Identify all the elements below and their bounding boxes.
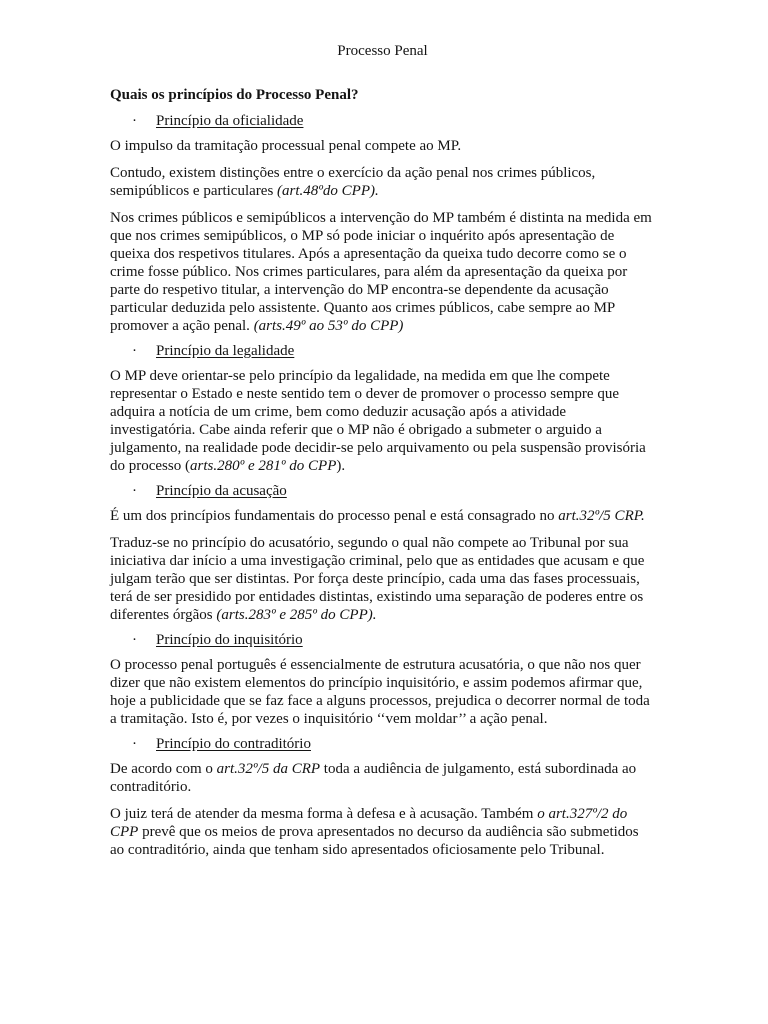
bullet-dot: · xyxy=(132,632,137,648)
citation-text: arts.280º e 281º do CPP xyxy=(189,458,337,474)
paragraph-text: O juiz terá de atender da mesma forma à defesa e à acusação. Também xyxy=(110,806,538,822)
body-paragraph xyxy=(110,209,655,335)
section-heading: Princípio da legalidade xyxy=(156,343,295,359)
document-page xyxy=(110,40,655,859)
section-bullet-heading xyxy=(110,734,655,754)
body-paragraph xyxy=(110,760,655,796)
citation-text: (art.48ºdo CPP). xyxy=(277,183,379,199)
body-paragraph xyxy=(110,534,655,624)
section-bullet-heading xyxy=(110,341,655,361)
section-heading: Princípio do inquisitório xyxy=(156,632,303,648)
paragraph-text: O processo penal português é essencialmente de estrutura acusatória, o que não nos quer dizer que não existem elementos do princípio inquisitório, e assim podemos afirmar que, hoje a publicidade que se faz face a alguns processos, prejudica o decorrer normal de toda a tramitação. Isto é, por vezes o inquisitório ‘‘vem moldar’’ a ação penal. xyxy=(110,657,650,727)
body-paragraph xyxy=(110,367,655,475)
citation-text: o art.327º/2 do CPP xyxy=(110,806,628,840)
bullet-dot: · xyxy=(132,483,137,499)
section-heading: Princípio da oficialidade xyxy=(156,113,304,129)
paragraph-text: O MP deve orientar-se pelo princípio da legalidade, na medida em que lhe compete representar o Estado e neste sentido tem o dever de promover o processo sempre que adquira a notícia de um crime, bem como deduzir acusação após a atividade investigatória. Cabe ainda referir que o MP não é obrigado a submeter o arguido a julgamento, na realidade pode decidir-se pelo arquivamento ou pela suspensão provisória do processo ( xyxy=(110,368,646,474)
paragraph-text: Nos crimes públicos e semipúblicos a intervenção do MP também é distinta na medida em que nos crimes semipúblicos, o MP só pode iniciar o inquérito após apresentação de queixa dos respetivos titulares. Após a apresentação da queixa tudo decorre como se o crime fosse público. Nos crimes particulares, para além da apresentação da queixa por parte do respetivo titular, a intervenção do MP encontra-se dependente da acusação particular deduzida pelo assistente. Quanto aos crimes públicos, cabe sempre ao MP promover a ação penal. xyxy=(110,210,652,334)
document-body xyxy=(110,111,655,859)
page-header-title: Processo Penal xyxy=(337,43,428,59)
paragraph-text: Contudo, existem distinções entre o exercício da ação penal nos crimes públicos, semipúblicos e particulares xyxy=(110,165,596,199)
body-paragraph xyxy=(110,805,655,859)
bullet-dot: · xyxy=(132,343,137,359)
section-bullet-heading xyxy=(110,111,655,131)
bullet-dot: · xyxy=(132,113,137,129)
citation-text: (arts.283º e 285º do CPP). xyxy=(216,607,377,623)
paragraph-text: O impulso da tramitação processual penal compete ao MP. xyxy=(110,138,462,154)
paragraph-text: Traduz-se no princípio do acusatório, segundo o qual não compete ao Tribunal por sua iniciativa dar início a uma investigação criminal, pelo que as entidades que acusam e que julgam terão que ser distintas. Por força deste princípio, cada uma das fases processuais, terá de ser presidido por entidades distintas, existindo uma separação de poderes entre os diferentes órgãos xyxy=(110,535,645,623)
citation-text: art.32º/5 CRP. xyxy=(558,508,645,524)
citation-text: art.32º/5 da CRP xyxy=(216,761,321,777)
paragraph-text: É um dos princípios fundamentais do processo penal e está consagrado no xyxy=(110,508,559,524)
section-bullet-heading xyxy=(110,630,655,650)
section-heading: Princípio do contraditório xyxy=(156,736,311,752)
paragraph-text: ). xyxy=(336,458,346,474)
paragraph-text: toda a audiência de julgamento, está subordinada ao contraditório. xyxy=(110,761,637,795)
body-paragraph xyxy=(110,656,655,728)
body-paragraph xyxy=(110,164,655,200)
question-heading: Quais os princípios do Processo Penal? xyxy=(110,87,359,103)
section-heading: Princípio da acusação xyxy=(156,483,287,499)
paragraph-text: prevê que os meios de prova apresentados no decurso da audiência são submetidos ao contraditório, ainda que tenham sido apresentados oficiosamente pelo Tribunal. xyxy=(110,824,639,858)
body-paragraph xyxy=(110,137,655,155)
bullet-dot: · xyxy=(132,736,137,752)
body-paragraph xyxy=(110,507,655,525)
section-bullet-heading xyxy=(110,481,655,501)
paragraph-text: De acordo com o xyxy=(110,761,217,777)
citation-text: (arts.49º ao 53º do CPP) xyxy=(253,318,404,334)
